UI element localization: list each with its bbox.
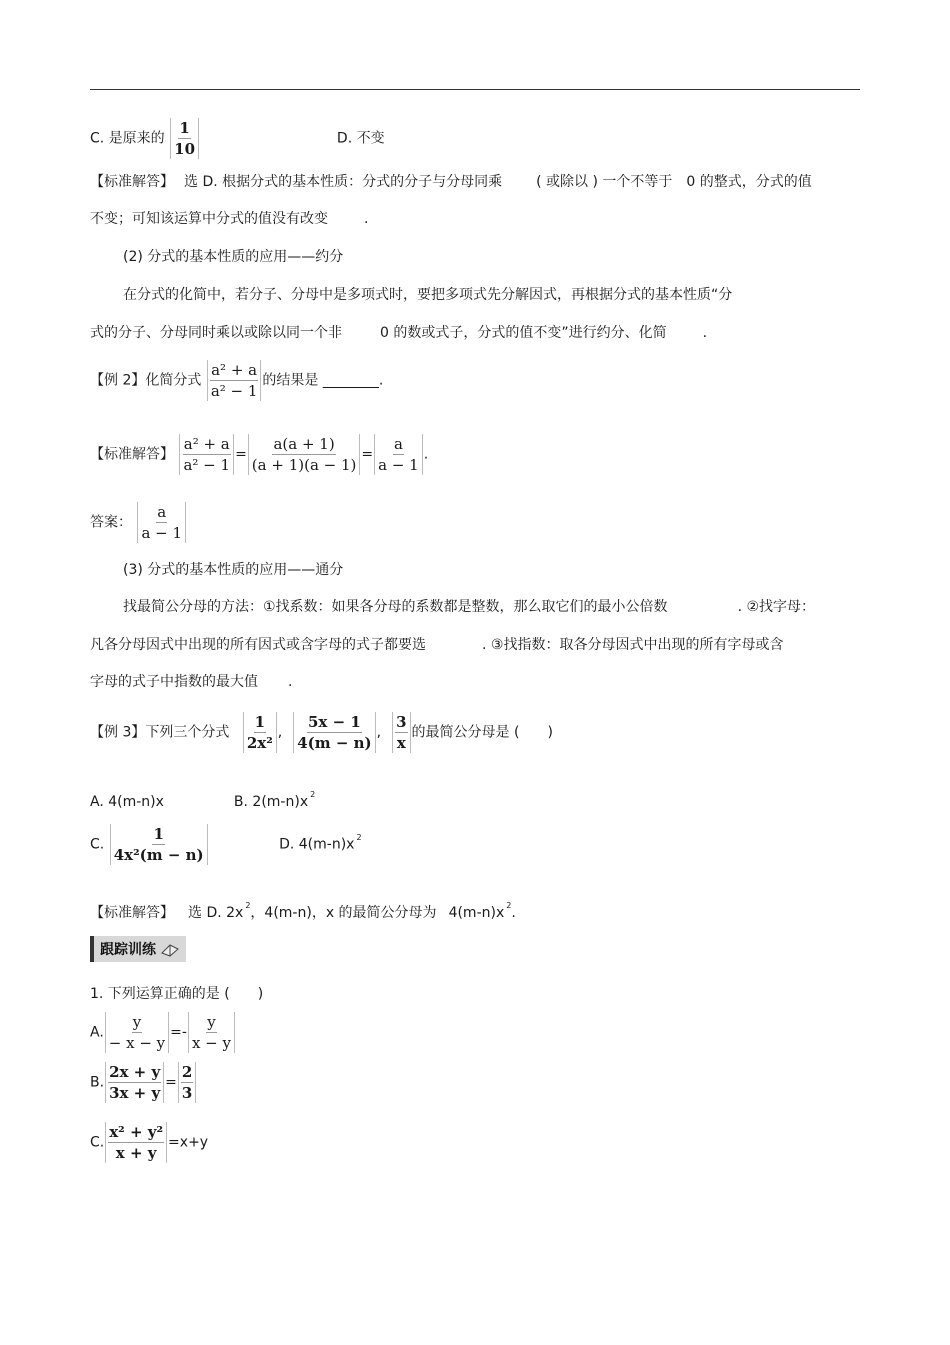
section-3-heading: (3) 分式的基本性质的应用——通分 <box>123 562 344 578</box>
option-c-line: C. 是原来的 $\frac{1}{10}$ D. 不变 <box>90 119 385 158</box>
question-1-option-c: C. $\frac{\text{x² + y²}}{x + y}$ =x+y <box>90 1123 209 1162</box>
paragraph-2a: 在分式的化简中，若分子、分母中是多项式时，要把多项式先分解因式，再根据分式的基本性质“分 <box>123 287 733 303</box>
standard-answer-2: 【标准解答】 $\frac{\text{a² + a}}{\text{a² − 1}}$ = $\frac{a(a + 1)}{(a + 1)(a - 1)}$ = $\frac{a}{a - 1}$ . <box>90 435 429 474</box>
example-3: 【例 3】下列三个分式 $\frac{1}{\text{2x²}}$ , $\frac{5x - 1}{4(m - n)}$ , $\frac{3}{x}$ 的最简公分母是 ( ) <box>90 713 553 752</box>
standard-answer-3: 【标准解答】 选 D. 2x $^2$，4(m-n)，x 的最简公分母为 4(m-n)x $^2$. <box>90 901 516 921</box>
book-icon <box>160 941 180 957</box>
paragraph-3b: 凡各分母因式中出现的所有因式或含字母的式子都要选 . ③找指数：取各分母因式中出现的所有字母或含 <box>90 637 784 653</box>
section-2-heading: (2) 分式的基本性质的应用——约分 <box>123 249 344 265</box>
paragraph-3a: 找最简公分母的方法：①找系数：如果各分母的系数都是整数，那么取它们的最小公倍数 . ②找字母： <box>123 599 816 615</box>
paragraph-2b: 式的分子、分母同时乘以或除以同一个非 0 的数或式子，分式的值不变”进行约分、化简 . <box>90 325 708 341</box>
paragraph-3c: 字母的式子中指数的最大值 . <box>90 674 293 690</box>
question-1: 1. 下列运算正确的是 ( ) <box>90 986 264 1002</box>
tracking-practice-badge: 跟踪训练 <box>90 936 186 962</box>
question-1-option-b: B. $\frac{2x + y}{3x + y}$ = $\frac{2}{3}$ <box>90 1062 197 1103</box>
options-c-d: C. $\frac{1}{\text{4x²(m − n)}}$ D. 4(m-n)x $^2$ <box>90 825 362 864</box>
example-2: 【例 2】化简分式 $\frac{\text{a² + a}}{\text{a² − 1}}$ 的结果是 ________. <box>90 361 384 400</box>
standard-answer-1: 【标准解答】 选 D. 根据分式的基本性质：分式的分子与分母同乘 ( 或除以 ) 一个不等于 0 的整式，分式的值 <box>90 174 812 190</box>
options-a-b: A. 4(m-n)x B. 2(m-n)x $^2$ <box>90 790 316 810</box>
header-rule <box>90 89 860 90</box>
answer-line: 答案： $\frac{a}{a - 1}$ <box>90 502 187 543</box>
standard-answer-1-cont: 不变；可知该运算中分式的值没有改变 . <box>90 211 369 227</box>
fraction-ex2: $\frac{\text{a² + a}}{\text{a² − 1}}$ <box>207 360 262 401</box>
fraction-one-tenth: $\frac{1}{10}$ <box>170 118 199 159</box>
question-1-option-a: A. $\frac{y}{- x - y}$ =- $\frac{y}{x - y}$ <box>90 1012 236 1053</box>
